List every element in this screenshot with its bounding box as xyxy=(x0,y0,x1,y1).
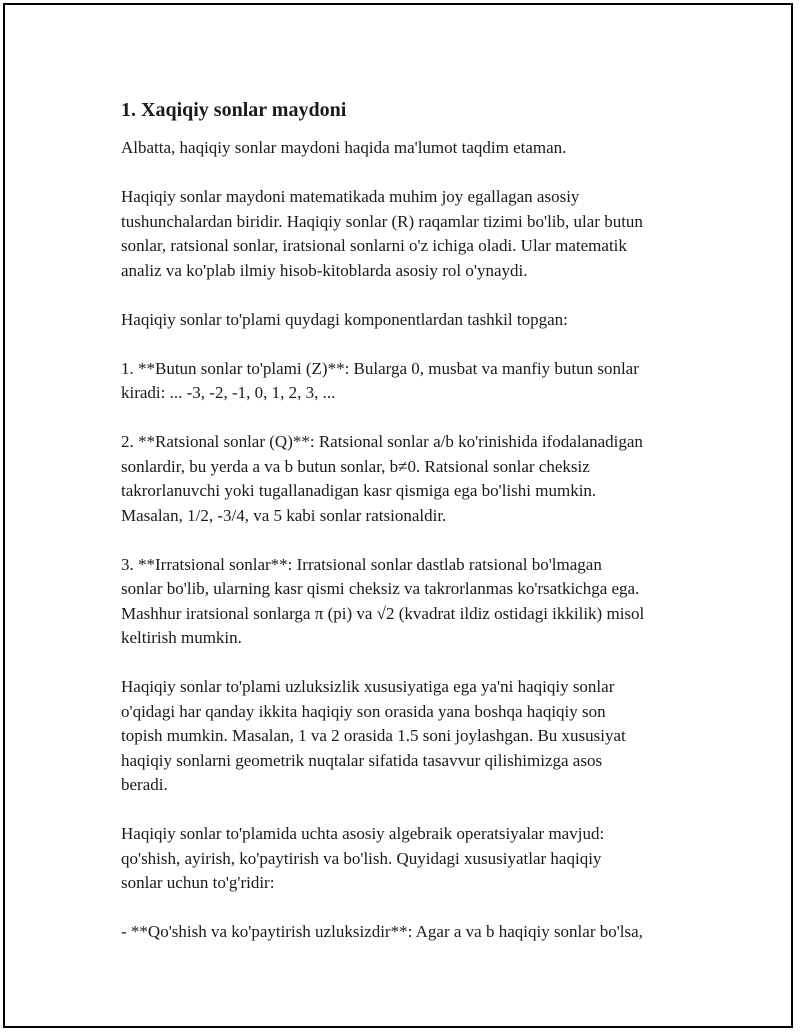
list-item-irrationals: 3. **Irratsional sonlar**: Irratsional sonlar dastlab ratsional bo'lmagan sonlar bo'lib, ularning kasr qismi cheksiz va takrorlanmas ko'rsatkichga ega. Mashhur iratsional sonlarga π (pi) va √2 (kvadrat ildiz ostidagi ikkilik) misol keltirish mumkin. xyxy=(121,554,645,647)
list-item-rationals: 2. **Ratsional sonlar (Q)**: Ratsional sonlar a/b ko'rinishida ifodalanadigan sonlardir, bu yerda a va b butun sonlar, b≠0. Ratsional sonlar cheksiz takrorlanuvchi yoki tugallanadigan kasr qismiga ega bo'lishi mumkin. Masalan, 1/2, -3/4, va 5 kabi sonlar ratsionaldir. xyxy=(121,432,643,525)
document-page xyxy=(3,3,793,1028)
document-body xyxy=(121,97,701,969)
list-item-integers: 1. **Butun sonlar to'plami (Z)**: Bularga 0, musbat va manfiy butun sonlar kiradi: ... -3, -2, -1, 0, 1, 2, 3, ... xyxy=(121,358,639,402)
paragraph-components-intro: Haqiqiy sonlar to'plami quydagi komponentlardan tashkil topgan: xyxy=(121,309,568,329)
paragraph-continuity: Haqiqiy sonlar to'plami uzluksizlik xususiyatiga ega ya'ni haqiqiy sonlar o'qidagi har qanday ikkita haqiqiy son orasida yana boshqa haqiqiy son topish mumkin. Masalan, 1 va 2 orasida 1.5 soni joylashgan. Bu xususiyat haqiqiy sonlarni geometrik nuqtalar sifatida tasavvur qilishimizga asos beradi. xyxy=(121,677,626,794)
paragraph-intro: Albatta, haqiqiy sonlar maydoni haqida ma'lumot taqdim etaman. xyxy=(121,138,567,157)
document-title: 1. Xaqiqiy sonlar maydoni xyxy=(121,99,347,121)
paragraph-definition: Haqiqiy sonlar maydoni matematikada muhim joy egallagan asosiy tushunchalardan biridir. Haqiqiy sonlar (R) raqamlar tizimi bo'lib, ular butun sonlar, ratsional sonlar, iratsional sonlarni o'z ichiga oladi. Ular matematik analiz va ko'plab ilmiy hisob-kitoblarda asosiy rol o'ynaydi. xyxy=(121,187,643,280)
paragraph-operations: Haqiqiy sonlar to'plamida uchta asosiy algebraik operatsiyalar mavjud: qo'shish, ayirish, ko'paytirish va bo'lish. Quyidagi xususiyatlar haqiqiy sonlar uchun to'g'ridir: xyxy=(121,824,605,892)
bullet-item-addition-multiplication: - **Qo'shish va ko'paytirish uzluksizdir**: Agar a va b haqiqiy sonlar bo'lsa, xyxy=(121,922,643,941)
